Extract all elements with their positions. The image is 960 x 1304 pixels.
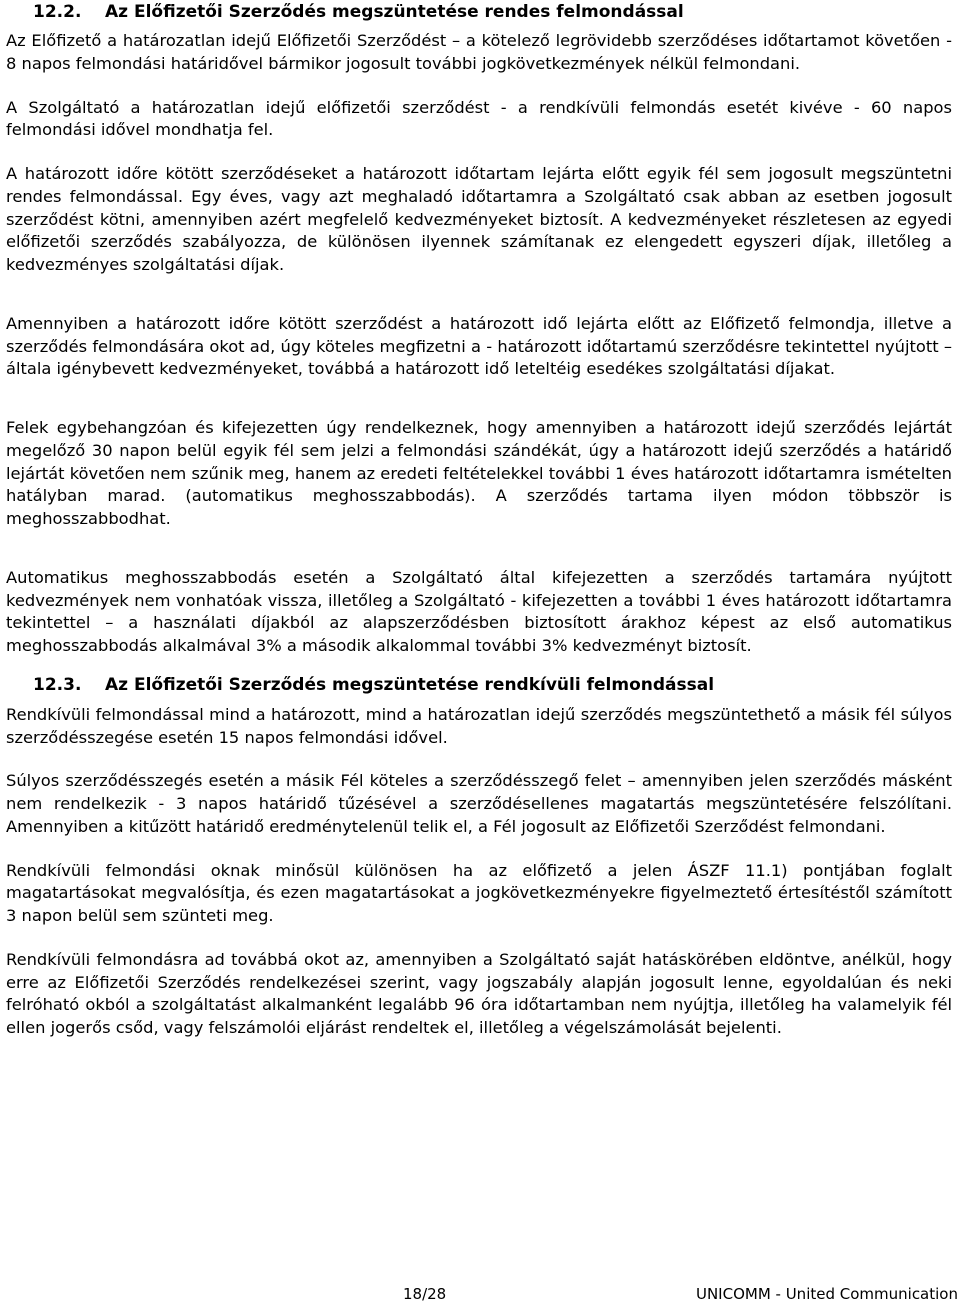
paragraph: Rendkívüli felmondásra ad továbbá okot az, amennyiben a Szolgáltató saját hatáskörében eldöntve, anélkül, hogy erre az Előfizetői Szerződés rendelkezései szerint, vagy jogszabály alapján jogosult lenne, egyoldalúan és neki felróható okból a szolgáltatást alkalmanként legalább 96 óra időtartamban nem nyújtja, illetőleg ha valamelyik fél ellen jogerős csőd, vagy felszámolói eljárást rendeltek el, illetőleg a végelszámolását bejelenti. bbox=[6, 949, 952, 1037]
page-footer bbox=[0, 1284, 960, 1304]
paragraph: A határozott időre kötött szerződéseket a határozott időtartam lejárta előtt egyik fél sem jogosult megszüntetni rendes felmondással. Egy éves, vagy azt meghaladó időtartamra a Szolgáltató csak abban az esetben jogosult szerződést kötni, amennyiben azért megfelelő kedvezményeket biztosít. A kedvezményeket részletesen az egyedi előfizetői szerződés szabályozza, de különösen ilyennek számítanak ez elengedett egyszeri díjak, illetőleg a kedvezményes szolgáltatási díjak. bbox=[6, 164, 952, 274]
paragraph: Automatikus meghosszabbodás esetén a Szolgáltató által kifejezetten a szerződés tartamára nyújtott kedvezmények nem vonhatóak vissza, illetőleg a Szolgáltató - kifejezetten a további 1 éves határozott időtartamra tekintettel – a használati díjakból az alapszerződésben biztosított árakhoz képest az első automatikus meghosszabbodás alkalmával 3% a második alkalommal további 3% kedvezményt biztosít. bbox=[6, 567, 952, 655]
section-title: Az Előfizetői Szerződés megszüntetése rendkívüli felmondással bbox=[105, 674, 715, 695]
page-number: 18/28 bbox=[403, 1285, 447, 1303]
paragraph: Az Előfizető a határozatlan idejű Előfizetői Szerződést – a kötelező legrövidebb szerződéses időtartamot követően - 8 napos felmondási határidővel bármikor jogosult további jogkövetkezmények nélkül felmondani. bbox=[6, 31, 952, 73]
company-name: UNICOMM - United Communication bbox=[695, 1285, 958, 1303]
paragraph: Felek egybehangzóan és kifejezetten úgy rendelkeznek, hogy amennyiben a határozott idejű szerződés lejártát megelőző 30 napon belül egyik fél sem jelzi a felmondási szándékát, úgy a határozott idejű szerződés a határidő lejártát követően nem szűnik meg, hanem az eredeti feltételekkel további 1 éves határozott időtartamra ismételten hatályban marad. (automatikus meghosszabbodás). A szerződés tartama ilyen módon többször is meghosszabbodhat. bbox=[6, 418, 952, 528]
paragraph: Rendkívüli felmondási oknak minősül különösen ha az előfizető a jelen ÁSZF 11.1) pontjában foglalt magatartásokat megvalósítja, és ezen magatartásokat a jogkövetkezményekre figyelmeztető értesítéstől számított 3 napon belül sem szünteti meg. bbox=[6, 860, 952, 925]
section-title: Az Előfizetői Szerződés megszüntetése rendes felmondással bbox=[105, 2, 684, 22]
section-heading-12-3 bbox=[6, 674, 952, 696]
section-number: 12.2. bbox=[33, 2, 82, 22]
paragraph: Súlyos szerződésszegés esetén a másik Fél köteles a szerződésszegő felet – amennyiben jelen szerződés másként nem rendelkezik - 3 napos határidő tűzésével a szerződésellenes magatartás megszüntetésére felszólítani. Amennyiben a kitűzött határidő eredménytelenül telik el, a Fél jogosult az Előfizetői Szerződést felmondani. bbox=[6, 771, 952, 836]
paragraph: Amennyiben a határozott időre kötött szerződést a határozott idő lejárta előtt az Előfizető felmondja, illetve a szerződés felmondására okot ad, úgy köteles megfizetni a - határozott időtartamú szerződésre tekintettel nyújtott – általa igénybevett kedvezményeket, továbbá a határozott idő leteltéig esedékes szolgáltatási díjakat. bbox=[6, 313, 952, 379]
section-number: 12.3. bbox=[33, 674, 82, 695]
document-page bbox=[6, 0, 952, 1040]
section-heading-12-2 bbox=[6, 0, 952, 23]
paragraph: A Szolgáltató a határozatlan idejű előfizetői szerződést - a rendkívüli felmondás esetét kivéve - 60 napos felmondási idővel mondhatja fel. bbox=[6, 97, 952, 140]
paragraph: Rendkívüli felmondással mind a határozott, mind a határozatlan idejű szerződés megszüntethető a másik fél súlyos szerződésszegése esetén 15 napos felmondási idővel. bbox=[6, 704, 952, 747]
